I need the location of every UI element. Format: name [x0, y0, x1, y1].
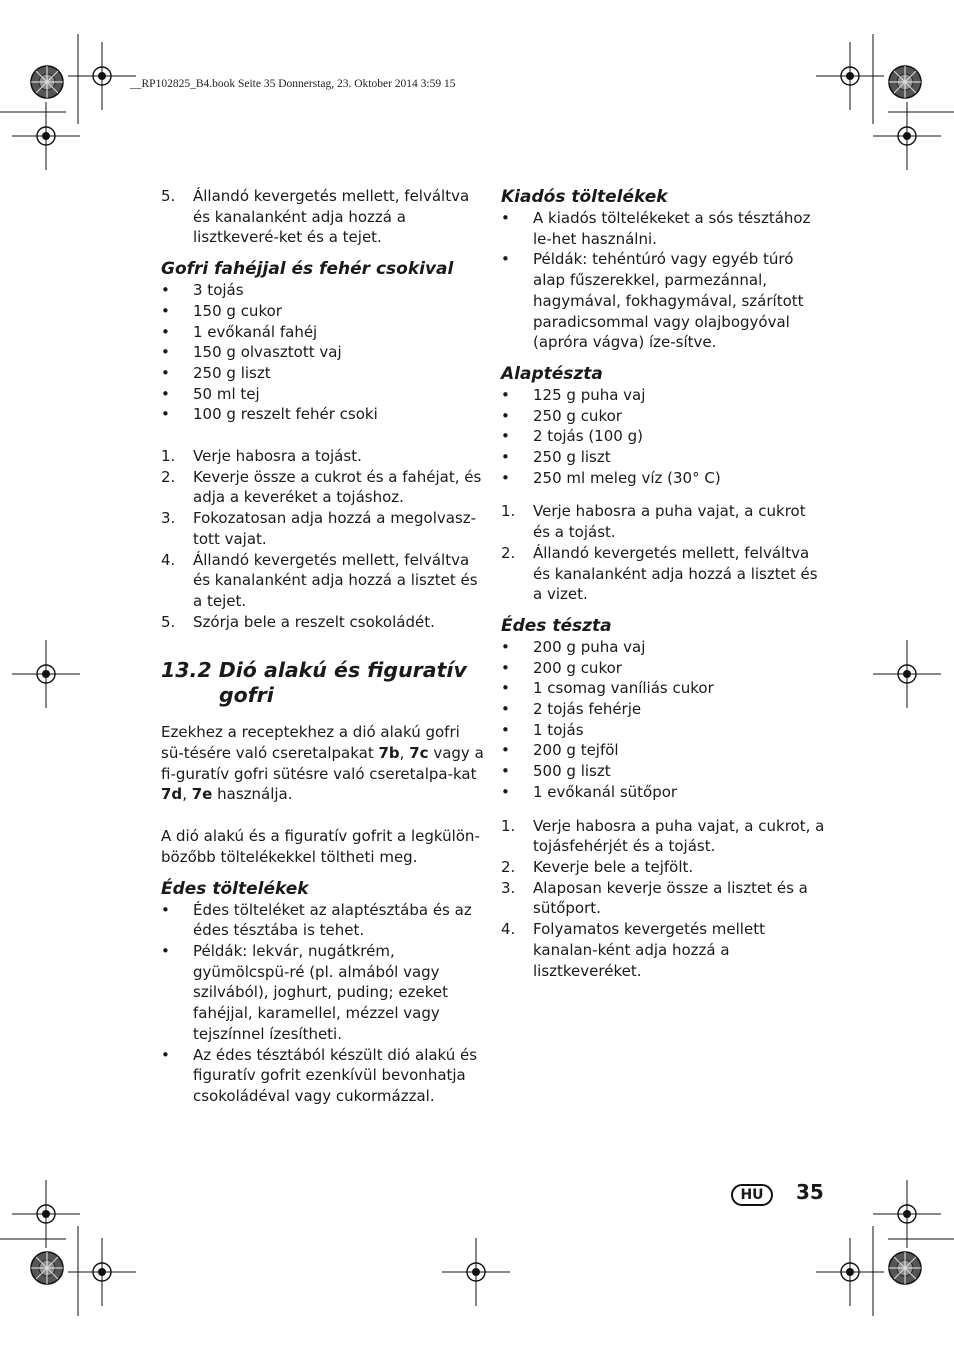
- ingredient-item: • 1 evőkanál fahéj: [161, 322, 318, 341]
- ingredient-item: • 250 g liszt: [501, 448, 611, 467]
- paragraph-replacement-plates: Ezekhez a receptekhez a dió alakú gofri sü-tésére való cseretalpakat 7b, 7c vagy a fi-guratív gofri sütésre való cseretalpa-kat 7d, 7e használja.: [161, 723, 484, 804]
- ingredient-item: • 1 csomag vaníliás cukor: [501, 679, 714, 698]
- step-item: 4. Folyamatos kevergetés mellett kanalan-ként adja hozzá a lisztkeveréket.: [501, 920, 765, 980]
- list-item: • Édes tölteléket az alaptésztába és az édes tésztába is tehet.: [161, 900, 472, 940]
- ingredient-item: • 1 tojás: [501, 720, 584, 739]
- paragraph-fillings: A dió alakú és a figuratív gofrit a legkülön-bözőbb töltelékekkel töltheti meg.: [161, 827, 480, 866]
- steps-list: [501, 816, 826, 982]
- ingredient-item: • 1 evőkanál sütőpor: [501, 782, 678, 801]
- ingredient-item: • 125 g puha vaj: [501, 385, 646, 404]
- steps-list: [161, 446, 486, 632]
- intro-step-list: [161, 186, 486, 248]
- step-item: 2. Keverje össze a cukrot és a fahéjat, és adja a keveréket a tojáshoz.: [161, 467, 482, 507]
- section-title-cinnamon-waffle: Gofri fahéjjal és fehér csokival: [161, 259, 454, 280]
- section-title-sweet-dough: Édes tészta: [501, 615, 612, 636]
- ingredient-item: • 500 g liszt: [501, 762, 611, 781]
- ingredient-item: • 150 g cukor: [161, 301, 282, 320]
- ingredient-item: • 200 g cukor: [501, 658, 622, 677]
- ingredient-item: • 200 g puha vaj: [501, 637, 646, 656]
- section-title-sweet-fillings: Édes töltelékek: [161, 878, 309, 899]
- list-item: • Az édes tésztából készült dió alakú és figuratív gofrit ezenkívül bevonhatja csokoládéval vagy cukormázzal.: [161, 1045, 478, 1105]
- ingredient-item: • 3 tojás: [161, 281, 244, 300]
- right-column: [501, 186, 826, 981]
- step-item: 1. Verje habosra a puha vajat, a cukrot, a tojásfehérjét és a tojást.: [501, 816, 825, 856]
- ingredient-item: • 250 ml meleg víz (30° C): [501, 468, 721, 487]
- list-item: • Példák: tehéntúró vagy egyéb túró alap fűszerekkel, parmezánnal, hagymával, fokhagymával, szárított paradicsommal vagy olajbogyóval (apróra vágva) íze-sítve.: [501, 250, 804, 352]
- step-item: 5. Szórja bele a reszelt csokoládét.: [161, 612, 435, 631]
- steps-list: [501, 501, 826, 605]
- ingredient-item: • 150 g olvasztott vaj: [161, 343, 342, 362]
- ingredient-item: • 50 ml tej: [161, 384, 260, 403]
- print-header: __RP102825_B4.book Seite 35 Donnerstag, 23. Oktober 2014 3:59 15: [130, 78, 456, 90]
- step-item: 3. Alaposan keverje össze a lisztet és a sütőport.: [501, 878, 808, 918]
- ingredients-list: [161, 280, 486, 425]
- step-item: 3. Fokozatosan adja hozzá a megolvasz-tott vajat.: [161, 509, 477, 548]
- ingredients-list: [501, 637, 826, 803]
- page-number: 35: [796, 1180, 824, 1204]
- step-item: 4. Állandó kevergetés mellett, felváltva és kanalanként adja hozzá a lisztet és a tejet.: [161, 550, 478, 610]
- step-item: 5. Állandó kevergetés mellett, felváltva és kanalanként adja hozzá a lisztkeveré-ket és a tejet.: [161, 187, 470, 247]
- savory-fillings-list: [501, 208, 826, 353]
- section-title-basic-dough: Alaptészta: [501, 363, 603, 384]
- sweet-fillings-list: [161, 900, 486, 1107]
- language-badge: HU: [731, 1184, 773, 1206]
- ingredients-list: [501, 385, 826, 489]
- list-item: • Példák: lekvár, nugátkrém, gyümölcspü-ré (pl. almából vagy szilvából), joghurt, puding; ezeket fahéjjal, karamellel, mézzel vagy tejszínnel ízesítheti.: [161, 941, 448, 1043]
- ingredient-item: • 200 g tejföl: [501, 741, 619, 760]
- ingredient-item: • 2 tojás fehérje: [501, 700, 642, 719]
- ingredient-item: • 100 g reszelt fehér csoki: [161, 405, 378, 424]
- ingredient-item: • 250 g cukor: [501, 406, 622, 425]
- step-item: 1. Verje habosra a tojást.: [161, 447, 362, 466]
- ingredient-item: • 250 g liszt: [161, 363, 271, 382]
- list-item: • A kiadós töltelékeket a sós tésztához le-het használni.: [501, 209, 811, 248]
- step-item: 1. Verje habosra a puha vajat, a cukrot és a tojást.: [501, 502, 806, 542]
- section-heading-13-2: 13.2 Dió alakú és figuratív gofri: [161, 658, 467, 708]
- left-column: [161, 186, 486, 1107]
- ingredient-item: • 2 tojás (100 g): [501, 427, 643, 446]
- section-title-savory-fillings: Kiadós töltelékek: [501, 187, 668, 207]
- step-item: 2. Állandó kevergetés mellett, felváltva és kanalanként adja hozzá a lisztet és a vizet.: [501, 543, 818, 604]
- step-item: 2. Keverje bele a tejfölt.: [501, 857, 694, 876]
